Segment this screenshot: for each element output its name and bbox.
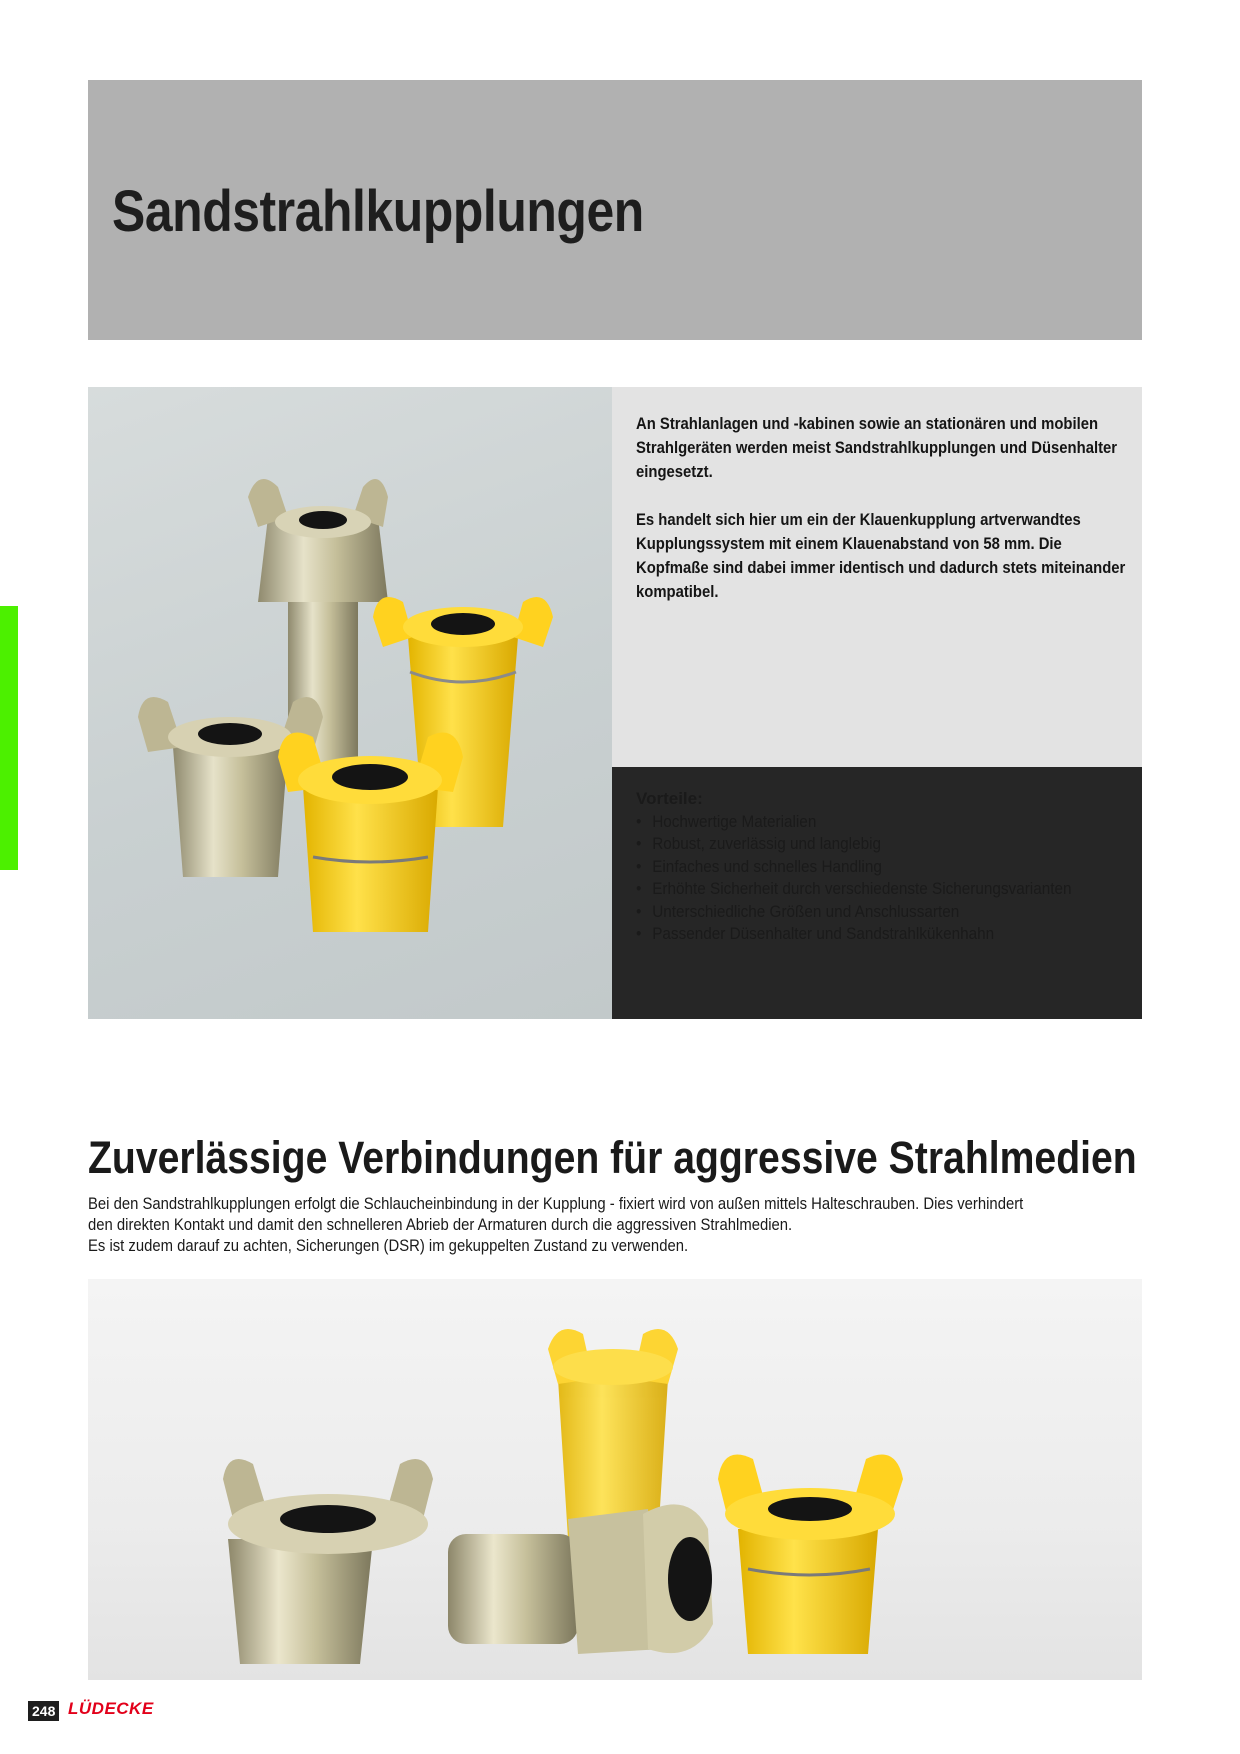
advantages-title: Vorteile: bbox=[636, 789, 703, 808]
section-body bbox=[88, 1194, 1188, 1257]
metal-coupling-left bbox=[223, 1459, 433, 1664]
brand-logo: LÜDECKE bbox=[68, 1699, 154, 1718]
product-photo-bottom bbox=[88, 1279, 1142, 1680]
body-line-1: Bei den Sandstrahlkupplungen erfolgt die Schlaucheinbindung in der Kupplung - fixiert wird von außen mittels Halteschrauben. Dies verhindert bbox=[88, 1195, 1024, 1213]
section-title: Zuverlässige Verbindungen für aggressive Strahlmedien bbox=[88, 1132, 1137, 1183]
list-item: • Einfaches und schnelles Handling bbox=[636, 856, 1086, 879]
list-item: • Erhöhte Sicherheit durch verschiedenste Sicherungsvarianten bbox=[636, 878, 1086, 901]
page-number: 248 bbox=[28, 1701, 59, 1721]
chapter-tab bbox=[0, 606, 18, 870]
yellow-coupling-right bbox=[718, 1455, 903, 1655]
metal-tube bbox=[448, 1504, 713, 1654]
coupling-illustration-bottom bbox=[88, 1279, 1142, 1680]
list-item: • Hochwertige Materialien bbox=[636, 811, 1086, 834]
advantages-list bbox=[636, 811, 1136, 946]
page-title: Sandstrahlkupplungen bbox=[112, 179, 644, 244]
list-item: • Robust, zuverlässig und langlebig bbox=[636, 833, 1086, 856]
body-line-3: Es ist zudem darauf zu achten, Sicherungen (DSR) im gekuppelten Zustand zu verwenden. bbox=[88, 1237, 689, 1255]
list-item: • Unterschiedliche Größen und Anschlussarten bbox=[636, 901, 1086, 924]
intro-text bbox=[636, 412, 1126, 628]
body-line-2: den direkten Kontakt und damit den schnelleren Abrieb der Armaturen durch die aggressiven Strahlmedien. bbox=[88, 1216, 793, 1234]
advantages-content bbox=[636, 788, 1136, 946]
intro-paragraph-1: An Strahlanlagen und -kabinen sowie an stationären und mobilen Strahlgeräten werden meist Sandstrahlkupplungen und Düsenhalter eingesetzt. bbox=[636, 415, 1118, 481]
product-photo-top bbox=[88, 387, 612, 1019]
coupling-illustration-top bbox=[88, 387, 612, 1019]
yellow-coupling-small bbox=[278, 733, 463, 933]
list-item: • Passender Düsenhalter und Sandstrahlkükenhahn bbox=[636, 923, 1086, 946]
intro-paragraph-2: Es handelt sich hier um ein der Klauenkupplung artverwandtes Kupplungssystem mit einem Klauenabstand von 58 mm. Die Kopfmaße sind dabei immer identisch und dadurch stets miteinander kompatibel. bbox=[636, 511, 1126, 601]
